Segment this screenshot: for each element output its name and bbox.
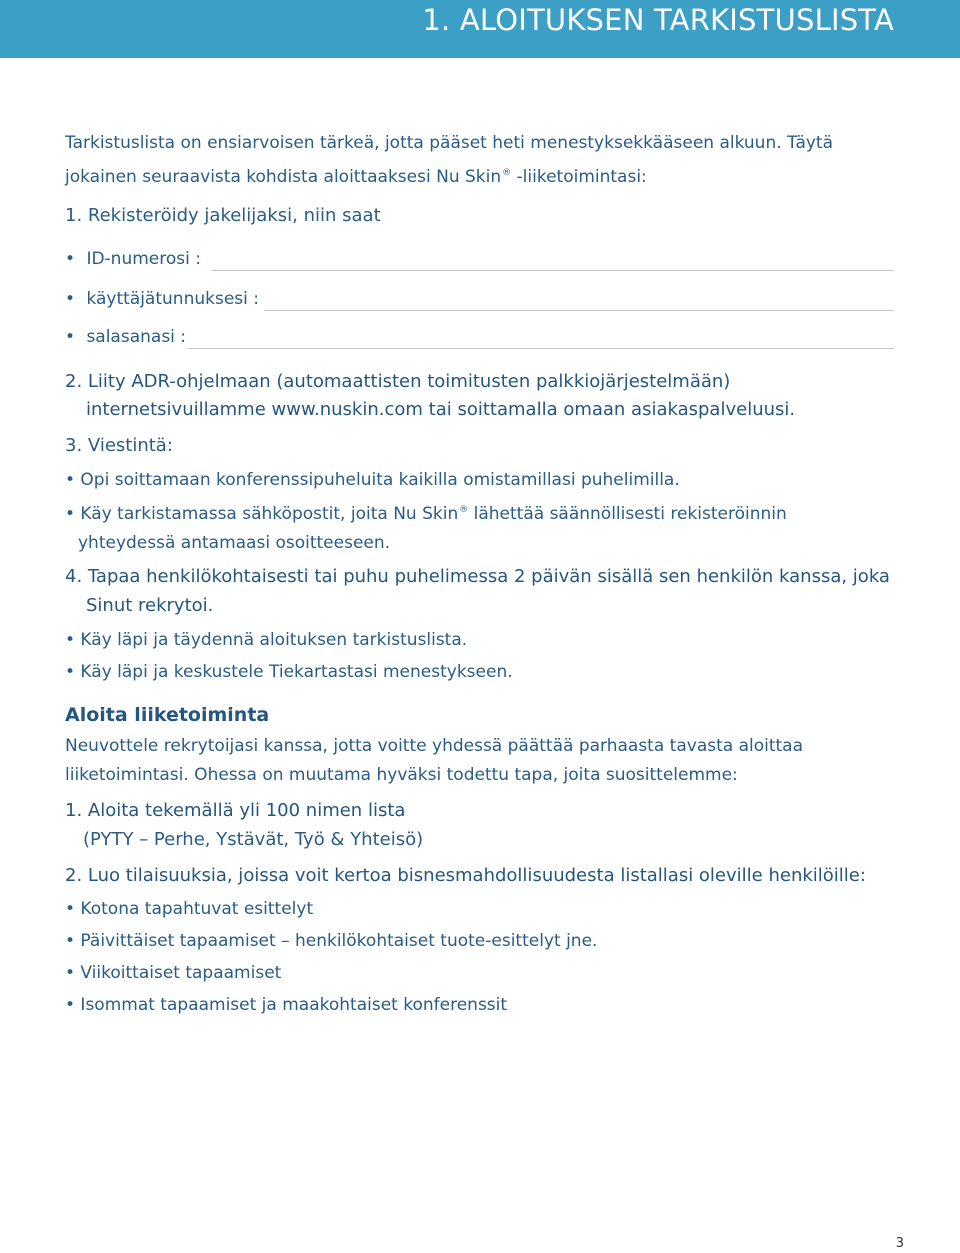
step-3-bullet-2-continued: yhteydessä antamaasi osoitteeseen. xyxy=(78,533,391,553)
business-bullet-2: • Päivittäiset tapaamiset – henkilökohtaiset tuote-esittelyt jne. xyxy=(65,931,598,951)
intro-line-2-text: jokainen seuraavista kohdista aloittaaksesi Nu Skin xyxy=(65,167,502,187)
field-label: käyttäjätunnuksesi : xyxy=(86,289,259,309)
business-bullet-3: • Viikoittaiset tapaamiset xyxy=(65,963,282,983)
business-heading: Aloita liiketoiminta xyxy=(65,704,270,726)
id-number-input-line[interactable] xyxy=(212,270,894,271)
step-2-line-1: 2. Liity ADR-ohjelmaan (automaattisten toimitusten palkkiojärjestelmään) xyxy=(65,371,731,392)
step-4-bullet-1: • Käy läpi ja täydennä aloituksen tarkistuslista. xyxy=(65,630,468,650)
step-4-bullet-2: • Käy läpi ja keskustele Tiekartastasi menestykseen. xyxy=(65,662,513,682)
field-password xyxy=(65,325,186,349)
step-3-heading: 3. Viestintä: xyxy=(65,435,173,456)
business-line-1: Neuvottele rekrytoijasi kanssa, jotta voitte yhdessä päättää parhaasta tavasta aloittaa xyxy=(65,736,804,756)
business-line-2: liiketoimintasi. Ohessa on muutama hyväksi todettu tapa, joita suosittelemme: xyxy=(65,765,738,785)
intro-line-2-end: -liiketoimintasi: xyxy=(511,167,647,187)
business-bullet-4: • Isommat tapaamiset ja maakohtaiset konferenssit xyxy=(65,995,508,1015)
step-4-line-1: 4. Tapaa henkilökohtaisesti tai puhu puhelimessa 2 päivän sisällä sen henkilön kanssa, joka xyxy=(65,566,890,587)
page-title: 1. ALOITUKSEN TARKISTUSLISTA xyxy=(422,3,894,37)
password-input-line[interactable] xyxy=(188,348,894,349)
field-label: ID-numerosi : xyxy=(86,249,201,269)
field-id-number xyxy=(65,247,201,271)
step-2-line-2: internetsivuillamme www.nuskin.com tai soittamalla omaan asiakaspalveluusi. xyxy=(86,399,796,420)
business-bullet-1: • Kotona tapahtuvat esittelyt xyxy=(65,899,314,919)
registered-mark: ® xyxy=(459,505,469,515)
business-item-1: 1. Aloita tekemällä yli 100 nimen lista xyxy=(65,800,406,821)
bullet: • xyxy=(65,249,76,269)
business-item-1-sub: (PYTY – Perhe, Ystävät, Työ & Yhteisö) xyxy=(83,829,424,850)
step-1-heading: 1. Rekisteröidy jakelijaksi, niin saat xyxy=(65,205,381,226)
bullet: • xyxy=(65,327,76,347)
step-3-bullet-2-text: • Käy tarkistamassa sähköpostit, joita Nu Skin xyxy=(65,504,459,524)
step-4-line-2: Sinut rekrytoi. xyxy=(86,595,214,616)
username-input-line[interactable] xyxy=(264,310,894,311)
header-band xyxy=(0,0,960,58)
page-number: 3 xyxy=(895,1236,904,1251)
intro-line-1: Tarkistuslista on ensiarvoisen tärkeä, jotta pääset heti menestyksekkääseen alkuun. Täytä xyxy=(65,133,834,153)
bullet: • xyxy=(65,289,76,309)
business-item-2: 2. Luo tilaisuuksia, joissa voit kertoa bisnesmahdollisuudesta listallasi oleville henkilöille: xyxy=(65,865,866,886)
registered-mark: ® xyxy=(502,168,512,178)
step-3-bullet-2-end: lähettää säännöllisesti rekisteröinnin xyxy=(468,504,787,524)
step-3-bullet-2 xyxy=(65,498,787,526)
field-username xyxy=(65,287,259,311)
step-3-bullet-1: • Opi soittamaan konferenssipuheluita kaikilla omistamillasi puhelimilla. xyxy=(65,470,680,490)
field-label: salasanasi : xyxy=(86,327,187,347)
intro-line-2 xyxy=(65,161,647,189)
